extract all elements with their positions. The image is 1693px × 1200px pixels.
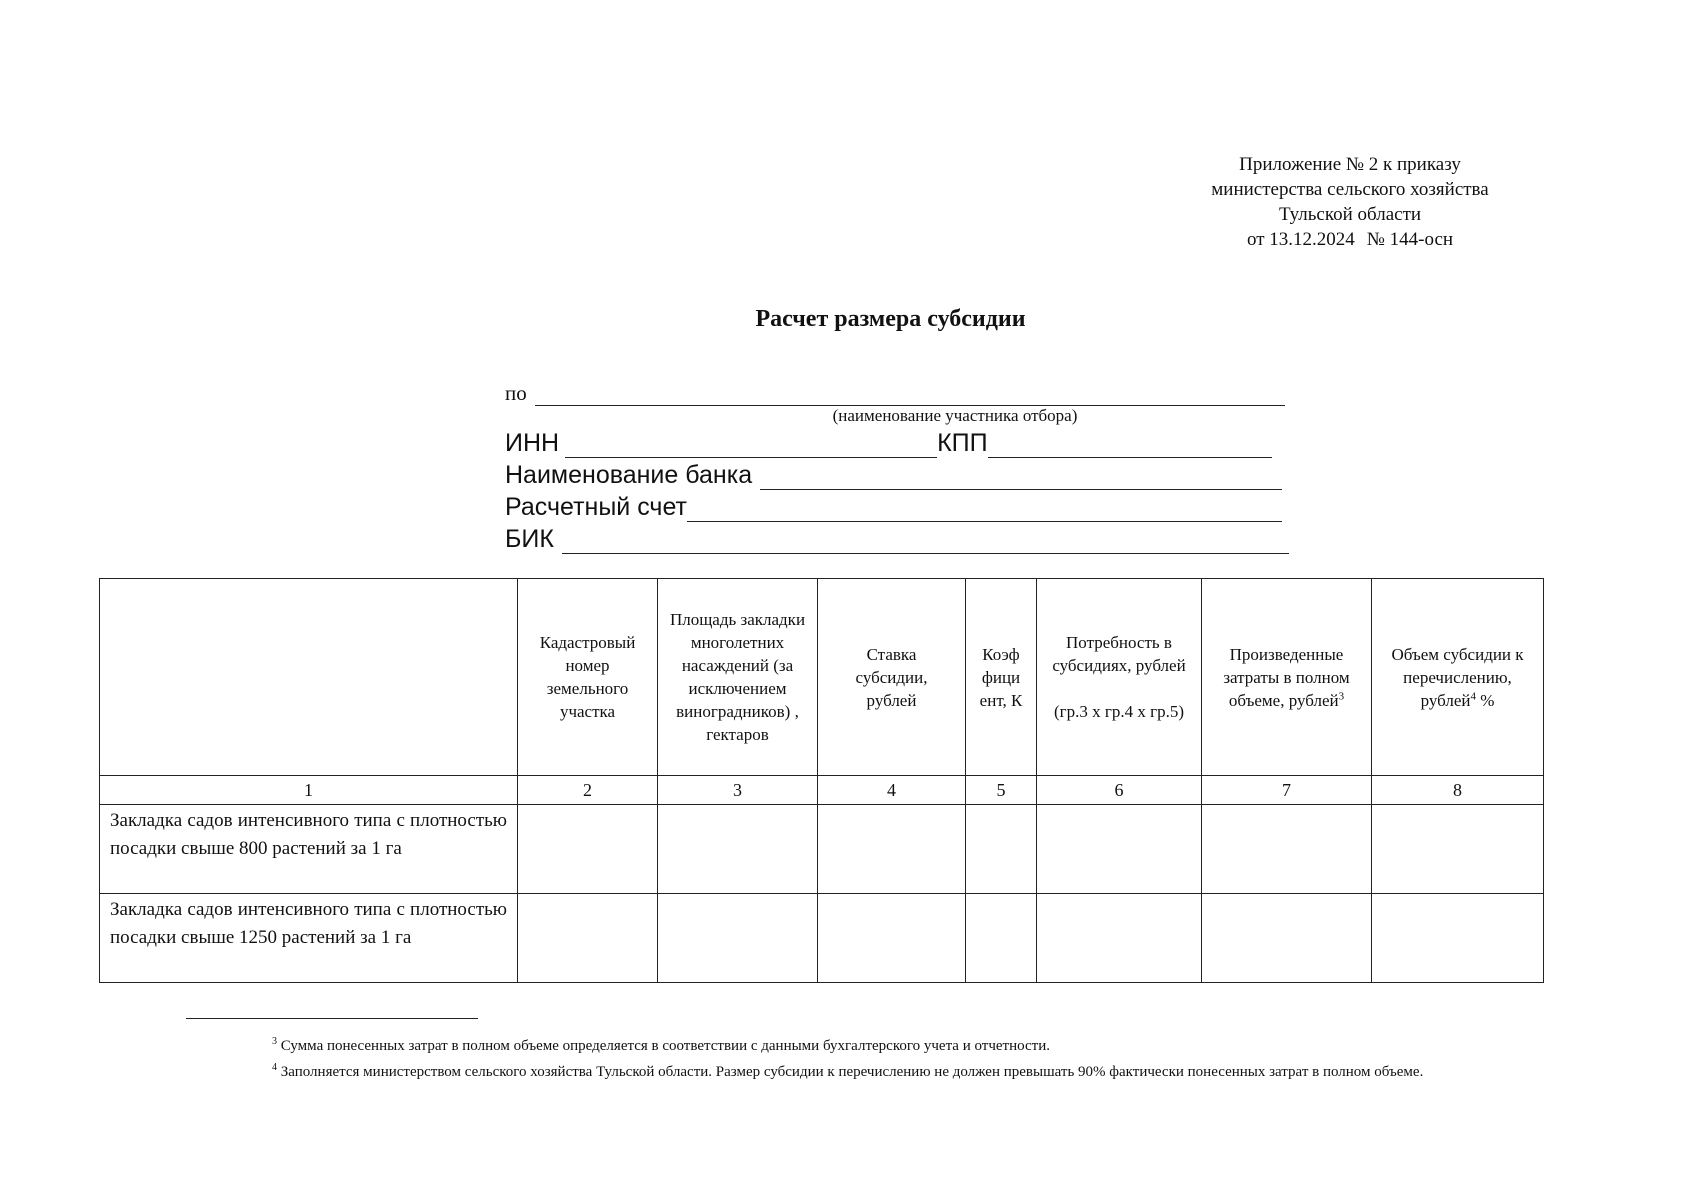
header-cadastral-number: Кадастровый номер земельного участка (518, 579, 658, 776)
cadastral-number-cell[interactable] (518, 805, 658, 894)
footnote-mark: 4 (272, 1062, 277, 1073)
appendix-header (1150, 152, 1550, 252)
header-costs-incurred-text: Произведенные затраты в полном объеме, рублей (1223, 644, 1350, 710)
costs-incurred-cell[interactable] (1202, 894, 1372, 983)
subsidy-need-cell[interactable] (1037, 805, 1202, 894)
bank-label: Наименование банка (505, 461, 753, 489)
header-subsidy-rate: Ставка субсидии, рублей (818, 579, 966, 776)
participant-name-hint: (наименование участника отбора) (832, 406, 1078, 425)
column-number: 8 (1372, 776, 1544, 805)
account-field[interactable] (687, 499, 1282, 522)
footnote-ref-4: 4 (1470, 689, 1476, 702)
row-label: Закладка садов интенсивного типа с плотностью посадки свыше 1250 растений за 1 га (100, 894, 518, 983)
footnote-divider (186, 1018, 478, 1019)
appendix-line-3: Тульской области (1278, 204, 1422, 225)
subsidy-rate-cell[interactable] (818, 894, 966, 983)
bik-label: БИК (505, 525, 554, 553)
footnote-mark: 3 (272, 1036, 277, 1047)
footnote-ref-3: 3 (1338, 689, 1345, 702)
appendix-line-2: министерства сельского хозяйства (1211, 179, 1489, 200)
header-transfer-amount-text: Объем субсидии к перечислению, рублей (1391, 644, 1524, 710)
kpp-label: КПП (937, 429, 988, 457)
column-number: 6 (1037, 776, 1202, 805)
footnote-4 (186, 1057, 1546, 1083)
bank-row (505, 460, 1282, 490)
planting-area-cell[interactable] (658, 894, 818, 983)
appendix-date-line (1150, 227, 1550, 252)
table-header-row (100, 579, 1544, 776)
kpp-field[interactable] (988, 435, 1272, 458)
subsidy-need-cell[interactable] (1037, 894, 1202, 983)
planting-area-cell[interactable] (658, 805, 818, 894)
appendix-number: № 144-осн (1366, 229, 1454, 250)
cadastral-number-cell[interactable] (518, 894, 658, 983)
table-row (100, 894, 1544, 983)
column-number: 2 (518, 776, 658, 805)
column-number: 4 (818, 776, 966, 805)
header-transfer-amount-suffix: % (1475, 690, 1495, 710)
bik-field[interactable] (562, 531, 1289, 554)
page-title: Расчет размера субсидии (755, 306, 1026, 332)
appendix-date: от 13.12.2024 (1246, 229, 1355, 250)
account-label: Расчетный счет (505, 493, 687, 521)
column-number: 1 (100, 776, 518, 805)
subsidy-table (99, 578, 1544, 983)
header-costs-incurred (1202, 579, 1372, 776)
subsidy-rate-cell[interactable] (818, 805, 966, 894)
column-number: 5 (966, 776, 1037, 805)
account-row (505, 492, 1282, 522)
header-subsidy-need (1037, 579, 1202, 776)
header-cell-1 (100, 579, 518, 776)
coefficient-cell[interactable] (966, 894, 1037, 983)
header-transfer-amount (1372, 579, 1544, 776)
column-number: 3 (658, 776, 818, 805)
costs-incurred-cell[interactable] (1202, 805, 1372, 894)
transfer-amount-cell[interactable] (1372, 894, 1544, 983)
header-subsidy-need-formula: (гр.3 х гр.4 х гр.5) (1054, 702, 1184, 721)
footnote-text: Сумма понесенных затрат в полном объеме определяется в соответствии с данными бухгалтерского учета и отчетности. (277, 1038, 1050, 1054)
participant-name-field[interactable] (535, 383, 1285, 406)
column-number-row (100, 776, 1544, 805)
table-row (100, 805, 1544, 894)
appendix-line-1: Приложение № 2 к приказу (1239, 154, 1461, 175)
inn-field[interactable] (565, 435, 937, 458)
transfer-amount-cell[interactable] (1372, 805, 1544, 894)
bik-row (505, 524, 1289, 554)
header-coefficient: Коэф фици ент, К (966, 579, 1037, 776)
row-label: Закладка садов интенсивного типа с плотностью посадки свыше 800 растений за 1 га (100, 805, 518, 894)
column-number: 7 (1202, 776, 1372, 805)
inn-kpp-row (505, 428, 1272, 458)
footnote-3 (186, 1031, 1546, 1057)
footnote-text: Заполняется министерством сельского хозяйства Тульской области. Размер субсидии к перечислению не должен превышать 90% фактически понесенных затрат в полном объеме. (277, 1064, 1424, 1080)
header-subsidy-need-text: Потребность в субсидиях, рублей (1052, 633, 1186, 675)
po-label: по (505, 381, 527, 405)
bank-field[interactable] (760, 467, 1282, 490)
inn-label: ИНН (505, 429, 560, 457)
footnotes (186, 1031, 1546, 1083)
header-planting-area: Площадь закладки многолетних насаждений (за исключением виноградников) , гектаров (658, 579, 818, 776)
coefficient-cell[interactable] (966, 805, 1037, 894)
participant-row (505, 376, 1285, 406)
